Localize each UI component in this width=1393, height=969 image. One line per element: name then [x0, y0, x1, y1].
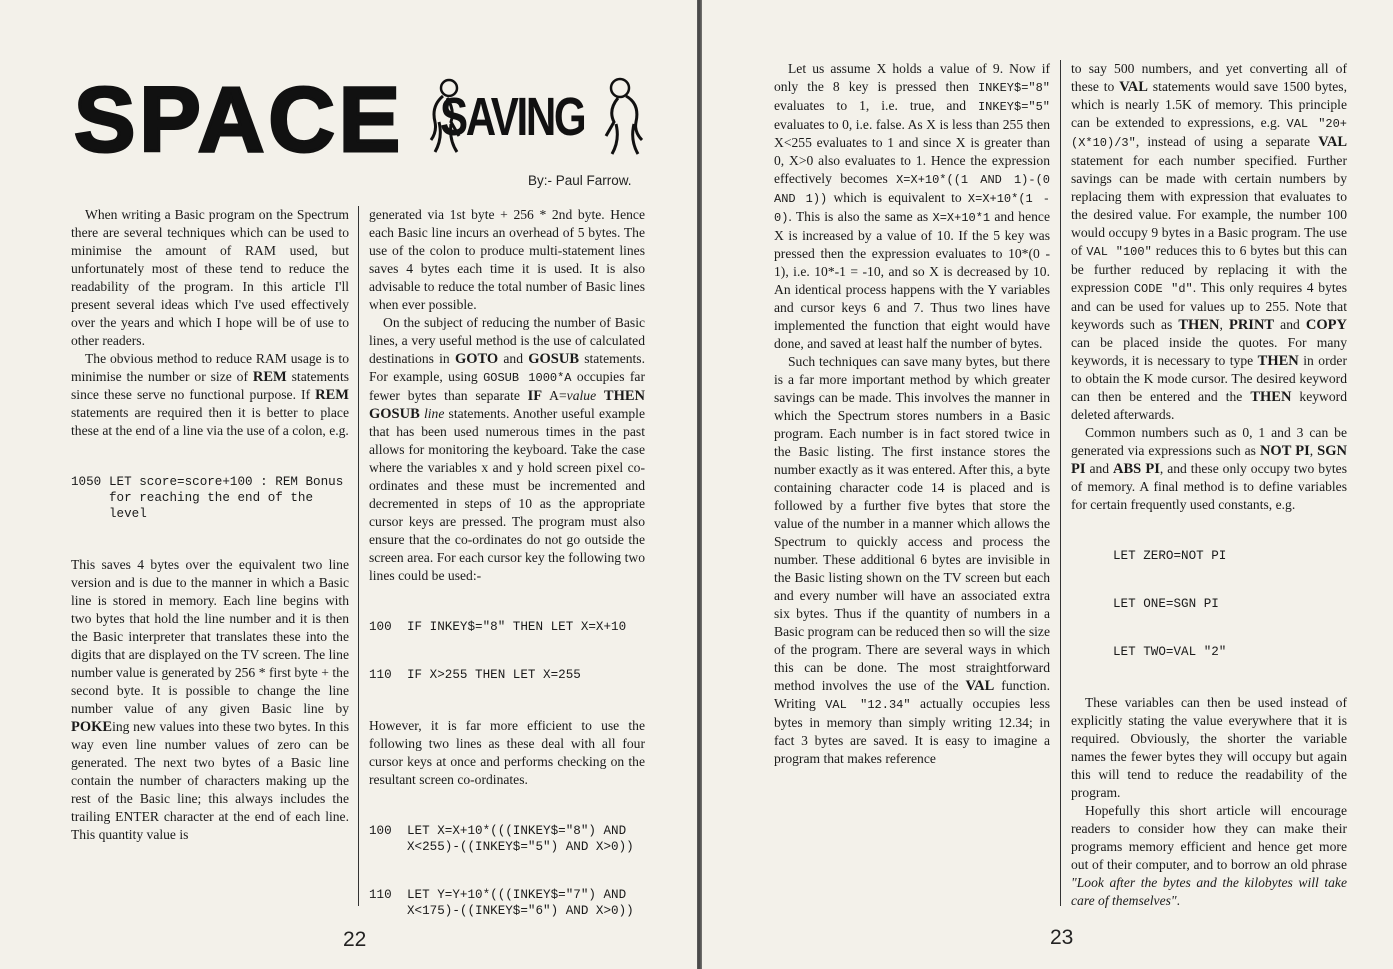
right-column-1: [774, 60, 1050, 768]
article-title: SPACE: [74, 69, 405, 171]
code-listing: 1050 LET score=score+100 : REM Bonus for reaching the end of the level: [71, 475, 351, 521]
paragraph: Such techniques can save many bytes, but there is a far more important method by which greater savings can be made. This involves the manner in which the Spectrum stores numbers in a Basic program. Each number is in fact stored twice in the Basic listing. The first instance stores the number exactly as it was entered. After this, a byte containing character code 14 is placed and is followed by a further five bytes that store the value of the number in a manner which allows the Spectrum to quickly access and process the number. These additional 6 bytes are invisible in the Basic listing shown on the TV screen but each and every number will have an associated extra six bytes. Thus if the quantity of numbers in a Basic program can be reduced then so will the size of the program. There are several ways in which this can be done. The most straightforward method involves the use of the VAL function. Writing VAL "12.34" actually occupies less bytes in memory than simply writing 12.34; in fact 3 bytes are saved. It is easy to imagine a program that makes reference: [774, 354, 1051, 766]
column-divider: [358, 206, 359, 906]
right-figure-icon: [600, 76, 650, 160]
article-title-logo: SAVING: [440, 87, 585, 147]
column-divider: [1060, 60, 1061, 906]
page-number: 23: [1050, 926, 1074, 949]
paragraph: The obvious method to reduce RAM usage is to minimise the number or size of REM statements since these serve no functional purpose. If REM statements are required then it is better to place these at the end of a line via the use of a colon, e.g.: [71, 351, 350, 438]
paragraph: These variables can then be used instead of explicitly stating the value everywhere that it is required. Obviously, the shorter the variable names the fewer bytes they will occupy but again this will tend to reduce the readability of the program.: [1071, 695, 1347, 800]
right-page: [702, 0, 1393, 969]
left-column-1: [71, 206, 349, 844]
paragraph: On the subject of reducing the number of Basic lines, a very useful method is the use of calculated destinations in GOTO and GOSUB statements. For example, using GOSUB 1000*A occupies far fewer bytes than separate IF A=value THEN GOSUB line statements. Another useful example that has been used numerous times in the past allows for monitoring the keyboard. Take the case where the variables x and y hold screen pixel co-ordinates and these must be incremented and decremented in steps of 10 as the appropriate cursor keys are pressed. The program must also ensure that the co-ordinates do not go outside the screen area. For each cursor key the following two lines could be used:-: [369, 315, 645, 583]
paragraph: Hopefully this short article will encourage readers to consider how they can make their programs memory efficient and hence get more out of their computer, and to borrow an old phrase "Look after the bytes and the kilobytes will take care of themselves".: [1071, 803, 1347, 908]
code-listing: 100 LET X=X+10*(((INKEY$="8") AND X<255)-((INKEY$="5") AND X>0)) 110 LET Y=Y+10*(((INKEY$="7") AND X<175)-((INKEY$="6") AND X>0)): [369, 824, 634, 918]
paragraph: Common numbers such as 0, 1 and 3 can be generated via expressions such as NOT PI, SGN PI and ABS PI, and these only occupy two bytes of memory. A final method is to define variables for certain frequently used constants, e.g.: [1071, 425, 1347, 512]
paragraph: Let us assume X holds a value of 9. Now if only the 8 key is pressed then INKEY$="8" evaluates to 1, i.e. true, and INKEY$="5" evaluates to 0, i.e. false. As X is less than 255 then X<255 evaluates to 1 and since X is greater than 0, X>0 also evaluates to 1. Hence the expression effectively becomes X=X+10*((1 AND 1)-(0 AND 1)) which is equivalent to X=X+10*(1 - 0). This is also the same as X=X+10*1 and hence X is increased by a value of 10. If the 5 key was pressed then the expression evaluates to 10*(0 - 1), i.e. 10*-1 = -10, and so X is decreased by 10. An identical process happens with the Y variables and cursor keys 6 and 7. Thus two lines have implemented the function that eight would have done, and saved at least half the number of bytes.: [774, 61, 1051, 351]
left-column-2: [369, 206, 645, 953]
byline: By:- Paul Farrow.: [528, 173, 632, 188]
paragraph: When writing a Basic program on the Spectrum there are several techniques which can be used to minimise the amount of RAM used, but unfortunately most of these tend to reduce the readability of the program. In this article I'll present several ideas which I've used effectively over the years and which I hope will be of use to other readers.: [71, 207, 349, 348]
paragraph: This saves 4 bytes over the equivalent two line version and is due to the manner in which a Basic line is stored in memory. Each line begins with two bytes that hold the line number and it is then the Basic interpreter that translates these into the digits that are displayed on the TV screen. The line number value is generated by 256 * first byte + the second byte. It is possible to change the line number value of any given Basic line by POKEing new values into these two bytes. In this way even line number values of zero can be generated. The next two bytes of a Basic line contain the number of characters making up the rest of the Basic line; this always includes the trailing ENTER character at the end of each line. This quantity value is: [71, 557, 349, 842]
paragraph: However, it is far more efficient to use the following two lines as these deal with all four cursor keys at once and performs checking on the resultant screen co-ordinates.: [369, 718, 645, 787]
code-listing: LET ZERO=NOT PI LET ONE=SGN PI LET TWO=VAL "2": [1113, 549, 1227, 659]
right-column-2: [1071, 60, 1347, 910]
paragraph: generated via 1st byte + 256 * 2nd byte. Hence each Basic line incurs an overhead of 5 bytes. The use of the colon to produce multi-statement lines saves 4 bytes each time it is used. It is also advisable to reduce the total number of Basic lines when ever possible.: [369, 207, 645, 312]
paragraph: to say 500 numbers, and yet converting all of these to VAL statements would save 1500 bytes, which is nearly 1.5K of memory. This principle can be extended to expressions, e.g. VAL "20+(X*10)/3", instead of using a separate VAL statement for each number specified. Further savings can be made with certain numbers by replacing them with expression that evaluates to the desired value. For example, the number 100 would occupy 9 bytes in a Basic program. The use of VAL "100" reduces this to 6 bytes but this can be further reduced by replacing it with the expression CODE "d". This only requires 4 bytes and can be used for values up to 255. Note that keywords such as THEN, PRINT and COPY can be placed inside the quotes. For many keywords, it is necessary to type THEN in order to obtain the K mode cursor. The desired keyword can then be entered and the THEN keyword deleted afterwards.: [1071, 61, 1347, 422]
code-listing: 100 IF INKEY$="8" THEN LET X=X+10 110 IF X>255 THEN LET X=255: [369, 620, 627, 682]
page-number: 22: [343, 928, 367, 951]
